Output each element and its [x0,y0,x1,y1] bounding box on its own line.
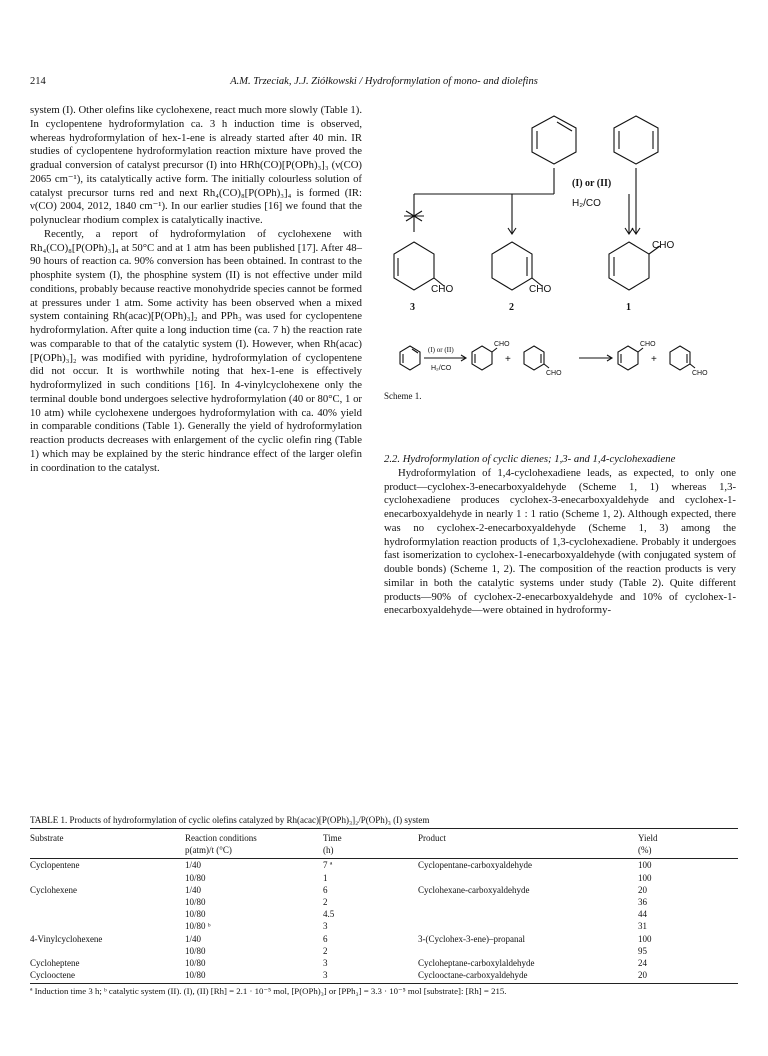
catalyst-label-small: (I) or (II) [428,346,454,354]
table-cell-substrate [30,908,185,920]
column-subheader: (%) [638,844,738,859]
plus-sign: + [505,354,511,365]
cho-label: CHO [431,284,454,295]
column-header: Substrate [30,829,185,845]
table-row [30,920,738,932]
cho-label-small: CHO [640,341,656,348]
table-footnote: ª Induction time 3 h; ᵇ catalytic system (II). (I), (II) [Rh] = 2.1 · 10⁻⁵ mol, [P(OPh)₃] or [PPh₃] = 3.3 · 10⁻⁵ mol [substrate]: [Rh] = 215. [30,986,507,997]
table-row [30,859,738,872]
table-cell-substrate [30,945,185,957]
table-cell-conditions: 10/80 [185,872,206,883]
table-row [30,957,738,969]
table-1 [30,815,738,1006]
table-cell-substrate: Cyclopentene [30,860,80,871]
cyclohexadiene-13-ring [532,116,576,164]
table-cell-yield: 36 [638,897,647,908]
cho-label: CHO [652,240,675,251]
left-column [30,104,362,475]
product-number: 2 [509,302,514,313]
table-cell-time: 6 [323,933,328,944]
table-cell-product [418,945,638,957]
paragraph: Hydroformylation of 1,4-cyclohexadiene leads, as expected, to only one product—cyclohex-3-enecarboxyaldehyde (Scheme 1, 1) whereas 1,3-cyclohexadiene produces cyclohex-3-enecarboxyaldehyde and cyclohex-1-enecarboxyaldehyde in nearly 1 : 1 ratio (Scheme 1, 2). Although expected, there was no cyclohex-2-enecarboxyaldehyde (Scheme 1, 3) among the hydroformylation reaction products of 1,3-cyclohexadiene. Probably it undergoes fast isomerization to cyclohex-1-enecarboxyaldehyde (with conjugated system of double bonds) (Scheme 1, 2). The composition of the reaction products is very similar in both the catalytic systems under study (Table 2). Quite different products—90% of cyclohex-2-enecarboxyaldehyde and 10% of cyclohex-1-enecarboxyaldehyde—were obtained in hydroformy- [384,466,736,617]
table-cell-substrate: Cyclohexene [30,884,77,895]
table-row [30,908,738,920]
table-cell-time: 3 [323,958,328,969]
table-cell-time: 4.5 [323,909,335,920]
gas-label: H₂/CO [572,198,601,209]
table-cell-time: 2 [323,945,328,956]
column-header: Reaction conditions [185,829,323,845]
cho-label: CHO [529,284,552,295]
table-cell-yield: 100 [638,933,652,944]
table-cell-time: 2 [323,897,328,908]
table-row [30,933,738,945]
paragraph: system (I). Other olefins like cyclohexene, react much more slowly (Table 1). In cyclopentene hydroformylation ca. 3 h induction time is observed, whereas hydroformylation of hex-1-ene is already started after 40 min. IR studies of cyclopentene hydroformylation reaction mixture have proved the gradual conversion of catalyst precursor (I) into HRh(CO)[P(OPh)₃]₃ (ν(CO) 2065 cm⁻¹), its catalytically active form. The initially colourless solution of catalyst precursor turns red and next Rh₄(CO)₈[P(OPh)₃]₄ is formed (IR: ν(CO) 2004, 2012, 1840 cm⁻¹). In our earlier studies [16] we found that the polynuclear rhodium complex is catalytically inactive. [30,104,362,226]
table-cell-conditions: 10/80 [185,945,206,956]
table-cell-yield: 44 [638,909,647,920]
table-cell-product [418,908,638,920]
table-cell-substrate: Cyclooctene [30,969,185,984]
table-cell-yield: 95 [638,945,647,956]
product-1-ring [609,242,649,290]
table-cell-yield: 20 [638,969,738,984]
plus-sign: + [651,354,657,365]
table-cell-time: 1 [323,872,328,883]
table-row [30,872,738,884]
table-cell-yield: 20 [638,884,647,895]
cho-label-small: CHO [546,370,562,377]
table-cell-substrate [30,872,185,884]
table-cell-conditions: 10/80 [185,909,206,920]
table-cell-time: 3 [323,921,328,932]
product-2-ring [492,242,532,290]
table-cell-substrate: 4-Vinylcyclohexene [30,933,103,944]
table-cell-conditions: 1/40 [185,860,202,871]
table-cell-time: 6 [323,884,328,895]
scheme-caption: Scheme 1. [384,391,422,401]
column-subheader: p(atm)/t (°C) [185,844,323,859]
catalyst-label: (I) or (II) [572,178,612,189]
table-cell-substrate [30,920,185,932]
table-cell-product [418,872,638,884]
right-column [384,453,736,618]
product-number: 1 [626,302,631,313]
product-number: 3 [410,302,415,313]
table-cell-product: Cyclopentane-carboxyaldehyde [418,860,532,871]
table-cell-product [418,896,638,908]
cyclohexadiene-14-ring [614,116,658,164]
data-table [30,828,738,984]
table-cell-yield: 31 [638,921,647,932]
paragraph: Recently, a report of hydroformylation of cyclohexene with Rh₄(CO)₈[P(OPh)₃]₄ at 50°C and at 1 atm has been published [17]. After 48–90 hours of reaction ca. 90% conversion has been obtained. In contrast to the phosphite system (I), the phosphine system (II) is not effective under mild conditions, probably because reactive monohydride species cannot be formed at pressures under 1 atm. Some activity has been observed when a mixed system containing Rh(acac)[P(OPh)₃]₂ and PPh₃ was used for cyclopentene hydroformylation. After quite a long induction time (ca. 7 h) the reaction rate was comparable to that of the catalytic system (I). However, when Rh(acac)[P(OPh)₃]₂ was modified with pyridine, hydroformylation of cyclopentene did not occur. It is worthwhile noting that hex-1-ene is effectively hydroformylized in such conditions [16]. In 4-vinylcyclohexene only the terminal double bond undergoes selective hydroformylation (40 or 80°C, 1 or 10 atm) while cyclohexene undergoes hydroformylation with ca. 40% yield in comparable conditions (Table 1). Generally the yield of hydroformylation reaction products decreases with enlargement of the cyclic olefin ring (Table 1) which may be explained by the steric hindrance effect of the larger olefin in coordination to the catalyst. [30,227,362,474]
table-row [30,945,738,957]
table-cell-yield: 24 [638,958,647,969]
table-row [30,969,738,984]
scheme-drawing [384,100,736,380]
page-header [30,76,738,90]
cho-label-small: CHO [494,341,510,348]
cho-label-small: CHO [692,370,708,377]
table-cell-conditions: 10/80 [185,897,206,908]
table-cell-product: Cycloheptane-carboxylaldehyde [418,958,535,969]
table-cell-product: Cyclooctane-carboxyaldehyde [418,969,638,984]
gas-label-small: H₂/CO [431,365,452,372]
table-cell-product [418,920,638,932]
table-cell-time: 7 ª [323,860,333,871]
table-cell-time: 3 [323,969,418,984]
table-cell-product: Cyclohexane-carboxyaldehyde [418,884,530,895]
table-cell-conditions: 1/40 [185,933,202,944]
table-cell-yield: 100 [638,860,652,871]
scheme-1 [384,100,736,380]
running-head: A.M. Trzeciak, J.J. Ziółkowski / Hydroformylation of mono- and diolefins [230,76,538,87]
column-header: Yield [638,829,738,845]
column-header: Product [418,829,638,845]
table-cell-product: 3-(Cyclohex-3-ene)–propanal [418,933,525,944]
table-cell-conditions: 10/80 ᵇ [185,921,211,932]
table-body [30,859,738,984]
table-cell-yield: 100 [638,872,652,883]
product-3-ring [394,242,434,290]
table-cell-conditions: 10/80 [185,958,206,969]
table-cell-conditions: 1/40 [185,884,202,895]
table-cell-substrate [30,896,185,908]
section-heading: 2.2. Hydroformylation of cyclic dienes; 1,3- and 1,4-cyclohexadiene [384,453,676,465]
column-subheader: (h) [323,844,418,859]
table-row [30,896,738,908]
column-header: Time [323,829,418,845]
page-number: 214 [30,76,46,87]
table-cell-conditions: 10/80 [185,969,323,984]
table-row [30,884,738,896]
table-cell-substrate: Cycloheptene [30,958,80,969]
table-caption: TABLE 1. Products of hydroformylation of cyclic olefins catalyzed by Rh(acac)[P(OPh)₃]₂/P(OPh)₃ (I) system [30,815,430,825]
